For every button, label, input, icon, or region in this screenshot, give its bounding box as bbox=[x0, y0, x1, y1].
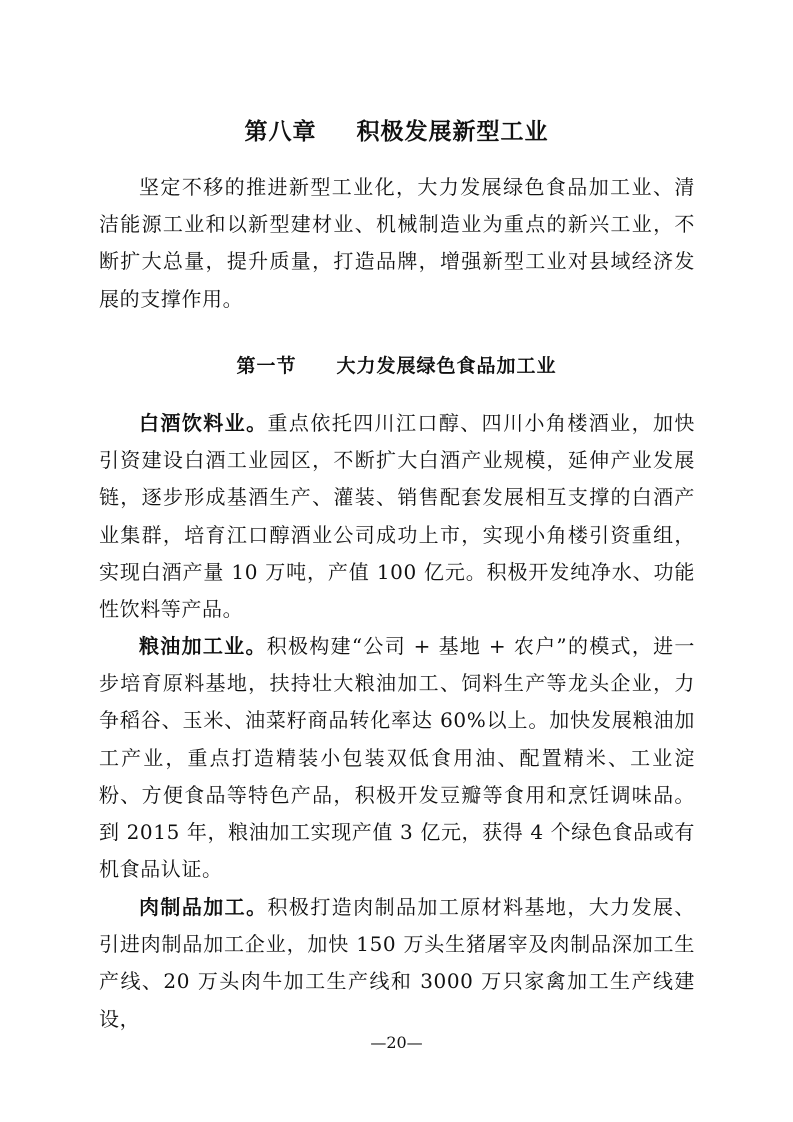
paragraph-baijiu bbox=[99, 405, 695, 628]
paragraph-text: 积极构建“公司 + 基地 + 农户”的模式，进一步培育原料基地，扶持壮大粮油加工、饲料生产等龙头企业，力争稻谷、玉米、油菜籽商品转化率达 60%以上。加快发展粮油加工产业，重点打造精装小包装双低食用油、配置精米、工业淀粉、方便食品等特色产品，积极开发豆瓣等食用和烹饪调味品。到 2015 年，粮油加工实现产值 3 亿元，获得 4 个绿色食品或有机食品认证。 bbox=[99, 634, 695, 882]
paragraph-text: 重点依托四川江口醇、四川小角楼酒业，加快引资建设白酒工业园区，不断扩大白酒产业规模，延伸产业发展链，逐步形成基酒生产、灌装、销售配套发展相互支撑的白酒产业集群，培育江口醇酒业公司成功上市，实现小角楼引资重组，实现白酒产量 10 万吨，产值 100 亿元。积极开发纯净水、功能性饮料等产品。 bbox=[99, 411, 695, 622]
page-number: —20— bbox=[370, 1033, 423, 1052]
paragraph-lead: 白酒饮料业。 bbox=[139, 411, 268, 435]
chapter-title bbox=[0, 113, 793, 146]
section-title bbox=[0, 351, 793, 378]
section-number: 第一节 bbox=[236, 355, 297, 377]
section-name: 大力发展绿色食品加工业 bbox=[336, 355, 557, 377]
intro-paragraph: 坚定不移的推进新型工业化，大力发展绿色食品加工业、清洁能源工业和以新型建材业、机械制造业为重点的新兴工业，不断扩大总量，提升质量，打造品牌，增强新型工业对县域经济发展的支撑作用。 bbox=[99, 175, 695, 311]
paragraph-lead: 肉制品加工。 bbox=[139, 895, 268, 919]
chapter-name: 积极发展新型工业 bbox=[356, 119, 549, 145]
paragraph-liangyou bbox=[99, 628, 695, 888]
paragraph-lead: 粮油加工业。 bbox=[139, 634, 267, 658]
paragraph-text: 积极打造肉制品加工原材料基地，大力发展、引进肉制品加工企业，加快 150 万头生猪屠宰及肉制品深加工生产线、20 万头肉牛加工生产线和 3000 万只家禽加工生产线建设， bbox=[99, 895, 695, 1031]
chapter-number: 第八章 bbox=[244, 119, 317, 145]
paragraph-rouzhi bbox=[99, 889, 695, 1038]
